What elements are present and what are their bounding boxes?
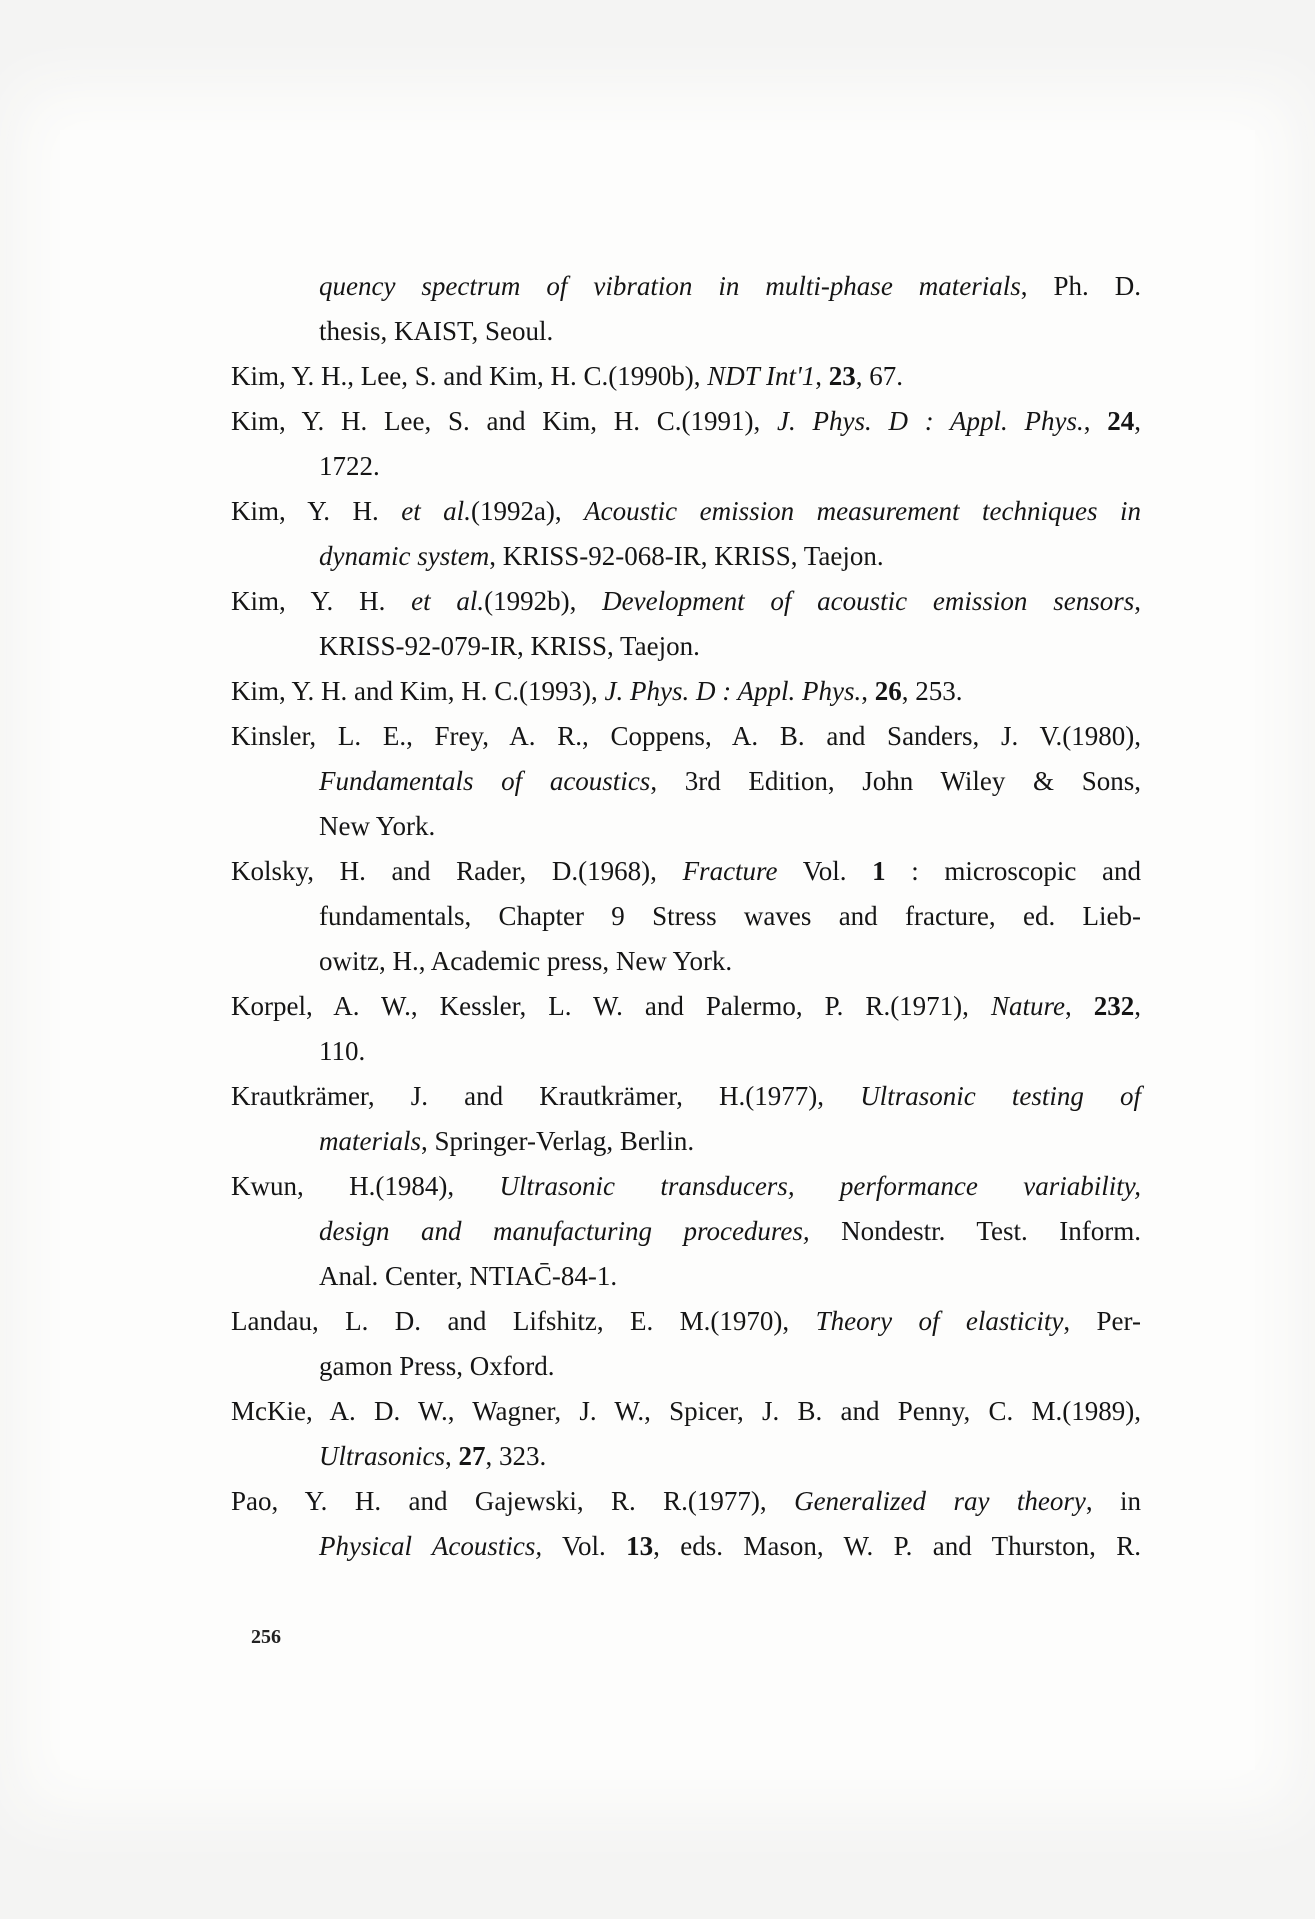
reference-text: gamon Press, Oxford.	[319, 1351, 555, 1381]
italic-title: Acoustic emission measurement techniques in	[584, 496, 1141, 526]
italic-title: materials	[319, 1126, 422, 1156]
volume-number: 1	[872, 856, 886, 886]
reference-entry-line	[231, 1389, 1141, 1434]
reference-text: Kim, Y. H.	[231, 496, 402, 526]
italic-title: J. Phys. D : Appl. Phys.	[604, 676, 862, 706]
reference-text: Kim, Y. H.	[231, 586, 412, 616]
reference-text: Korpel, A. W., Kessler, L. W. and Palermo, P. R.(1971),	[231, 991, 991, 1021]
reference-text: , 323.	[485, 1441, 547, 1471]
reference-entry-line	[231, 399, 1141, 444]
italic-title: quency spectrum of vibration in multi-phase materials	[319, 271, 1021, 301]
italic-title: Physical Acoustics,	[319, 1531, 543, 1561]
reference-text: 1722.	[319, 451, 380, 481]
reference-continuation-line	[319, 894, 1141, 939]
reference-continuation-line	[319, 1119, 1141, 1164]
reference-text: , 253.	[901, 676, 963, 706]
reference-text: New York.	[319, 811, 436, 841]
reference-text: ,	[1134, 406, 1142, 436]
reference-text: , Ph. D.	[1020, 271, 1141, 301]
italic-title: Development of acoustic emission sensors	[602, 586, 1135, 616]
reference-continuation-line	[319, 1524, 1141, 1569]
reference-continuation-line	[319, 534, 1141, 579]
reference-text: Vol.	[777, 856, 873, 886]
reference-text: , Springer-Verlag, Berlin.	[421, 1126, 695, 1156]
reference-text: , 3rd Edition, John Wiley & Sons,	[650, 766, 1141, 796]
page-number: 256	[251, 1626, 281, 1648]
reference-text: Krautkrämer, J. and Krautkrämer, H.(1977),	[231, 1081, 861, 1111]
reference-entry-line	[231, 1479, 1141, 1524]
reference-continuation-line	[319, 1209, 1141, 1254]
reference-text: Kim, Y. H. Lee, S. and Kim, H. C.(1991),	[231, 406, 778, 436]
reference-text: , 67.	[855, 361, 904, 391]
reference-continuation-line	[319, 939, 1141, 984]
reference-text: McKie, A. D. W., Wagner, J. W., Spicer, J. B. and Penny, C. M.(1989),	[231, 1396, 1141, 1426]
reference-text: ,	[1134, 586, 1141, 616]
reference-continuation-line	[319, 1254, 1141, 1299]
reference-continuation-line	[319, 1434, 1141, 1479]
italic-title: Ultrasonics	[319, 1441, 446, 1471]
reference-text: , KRISS-92-068-IR, KRISS, Taejon.	[489, 541, 884, 571]
reference-text: , in	[1085, 1486, 1141, 1516]
italic-title: Generalized ray theory	[794, 1486, 1086, 1516]
reference-text: ,	[1064, 991, 1094, 1021]
reference-text: Vol.	[542, 1531, 627, 1561]
volume-number: 13	[626, 1531, 654, 1561]
volume-number: 24	[1107, 406, 1135, 436]
reference-entry-line	[231, 849, 1141, 894]
reference-entry-line	[231, 1164, 1141, 1209]
italic-title: Ultrasonic transducers, performance variability,	[499, 1171, 1141, 1201]
reference-text: Kim, Y. H. and Kim, H. C.(1993),	[231, 676, 605, 706]
reference-text: KRISS-92-079-IR, KRISS, Taejon.	[319, 631, 700, 661]
reference-text: Kinsler, L. E., Frey, A. R., Coppens, A. B. and Sanders, J. V.(1980),	[231, 721, 1141, 751]
reference-continuation-line	[319, 444, 1141, 489]
reference-text: Pao, Y. H. and Gajewski, R. R.(1977),	[231, 1486, 795, 1516]
italic-title: Nature	[990, 991, 1065, 1021]
italic-title: et al.	[401, 496, 471, 526]
reference-text: ,	[1134, 991, 1142, 1021]
reference-continuation-line	[319, 804, 1141, 849]
reference-text: , eds. Mason, W. P. and Thurston, R.	[653, 1531, 1141, 1561]
reference-list	[231, 264, 1141, 1569]
reference-text: Kolsky, H. and Rader, D.(1968),	[231, 856, 683, 886]
reference-entry-line	[231, 489, 1141, 534]
reference-text: Nondestr. Test. Inform.	[809, 1216, 1141, 1246]
volume-number: 23	[828, 361, 856, 391]
italic-title: Fundamentals of acoustics	[319, 766, 651, 796]
reference-continuation-line	[319, 1344, 1141, 1389]
italic-title: design and manufacturing procedures,	[319, 1216, 810, 1246]
reference-text: fundamentals, Chapter 9 Stress waves and fracture, ed. Lieb-	[319, 901, 1141, 931]
reference-entry-line	[231, 984, 1141, 1029]
reference-text: owitz, H., Academic press, New York.	[319, 946, 733, 976]
italic-title: et al.	[411, 586, 485, 616]
reference-text: Kim, Y. H., Lee, S. and Kim, H. C.(1990b),	[231, 361, 708, 391]
italic-title: Ultrasonic testing of	[860, 1081, 1141, 1111]
reference-continuation-line	[319, 624, 1141, 669]
reference-continuation-line	[319, 1029, 1141, 1074]
volume-number: 26	[874, 676, 902, 706]
reference-text: , Per-	[1063, 1306, 1141, 1336]
reference-text: thesis, KAIST, Seoul.	[319, 316, 554, 346]
reference-text: 110.	[319, 1036, 366, 1066]
reference-text: : microscopic and	[885, 856, 1141, 886]
reference-entry-line	[231, 1299, 1141, 1344]
reference-text: ,	[1083, 406, 1108, 436]
reference-text: (1992b),	[484, 586, 603, 616]
reference-continuation-line	[319, 309, 1141, 354]
reference-text: Anal. Center, NTIAC̄-84-1.	[319, 1261, 618, 1291]
reference-text: Landau, L. D. and Lifshitz, E. M.(1970),	[231, 1306, 816, 1336]
italic-title: Theory of elasticity	[815, 1306, 1064, 1336]
reference-entry-line	[231, 354, 1141, 399]
reference-continuation-line	[319, 264, 1141, 309]
reference-text: Kwun, H.(1984),	[231, 1171, 500, 1201]
reference-entry-line	[231, 714, 1141, 759]
reference-text: ,	[445, 1441, 459, 1471]
reference-entry-line	[231, 669, 1141, 714]
volume-number: 232	[1093, 991, 1135, 1021]
reference-text: (1992a),	[470, 496, 585, 526]
reference-text: ,	[861, 676, 875, 706]
italic-title: NDT Int'1	[707, 361, 816, 391]
italic-title: dynamic system	[319, 541, 490, 571]
reference-entry-line	[231, 1074, 1141, 1119]
volume-number: 27	[458, 1441, 486, 1471]
reference-entry-line	[231, 579, 1141, 624]
reference-continuation-line	[319, 759, 1141, 804]
italic-title: Fracture	[682, 856, 778, 886]
italic-title: J. Phys. D : Appl. Phys.	[777, 406, 1084, 436]
reference-text: ,	[815, 361, 829, 391]
